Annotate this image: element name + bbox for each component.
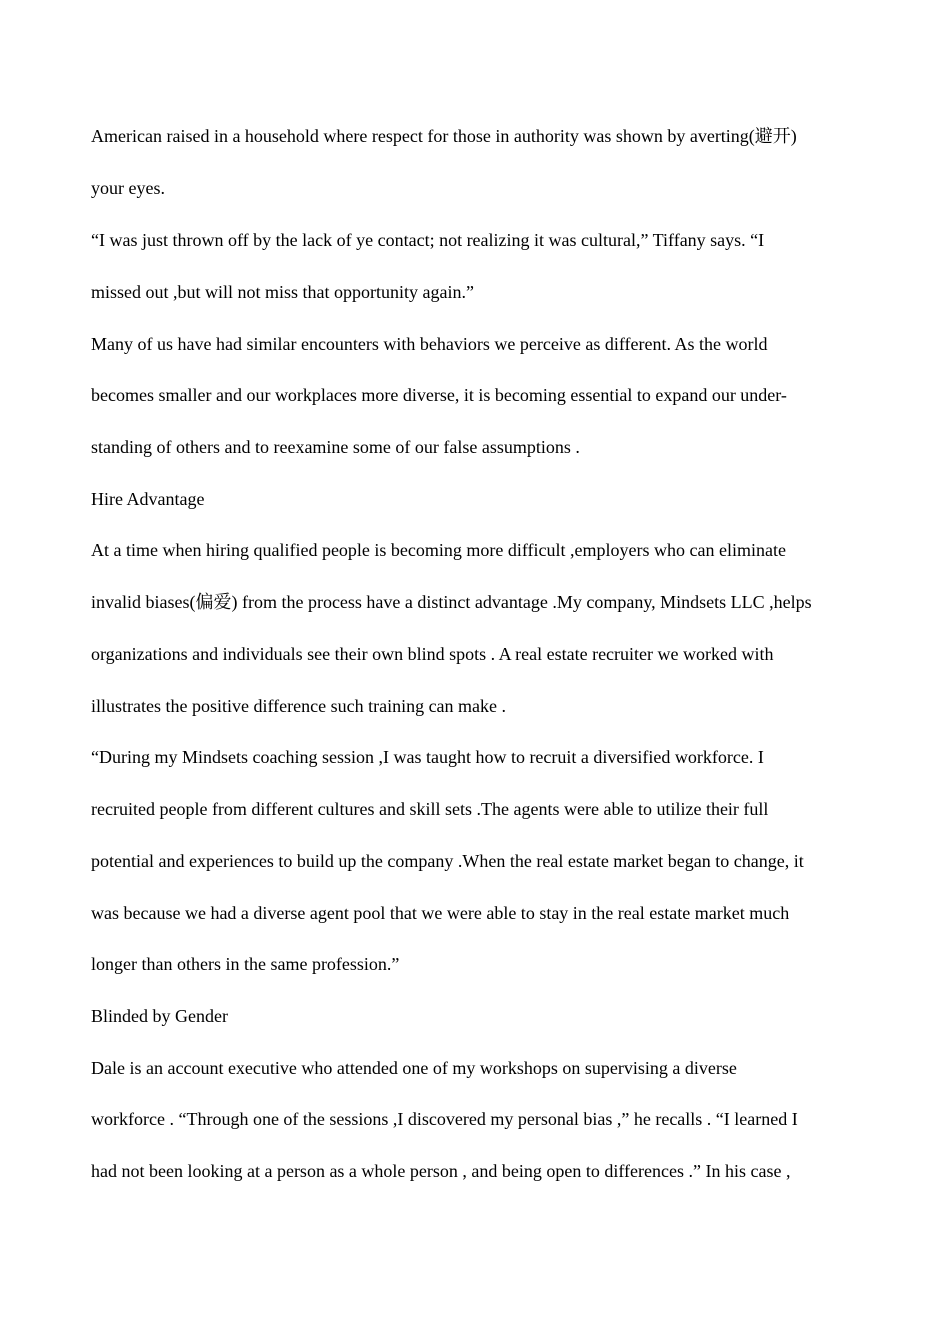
text-line: invalid biases(偏爱) from the process have a distinct advantage .My company, Mindsets LLC ,helps <box>91 592 812 612</box>
text-line: American raised in a household where respect for those in authority was shown by averting(避开) <box>91 126 797 146</box>
text-line: missed out ,but will not miss that opportunity again.” <box>91 282 474 302</box>
text-line: your eyes. <box>91 178 165 198</box>
text-line: “During my Mindsets coaching session ,I was taught how to recruit a diversified workforce. I <box>91 747 764 767</box>
text-line: illustrates the positive difference such training can make . <box>91 696 507 716</box>
text-line: workforce . “Through one of the sessions ,I discovered my personal bias ,” he recalls . “I learned I <box>91 1109 798 1129</box>
text-line: potential and experiences to build up the company .When the real estate market began to change, it <box>91 851 804 871</box>
text-line: Dale is an account executive who attended one of my workshops on supervising a diverse <box>91 1058 737 1078</box>
text-line: standing of others and to reexamine some of our false assumptions . <box>91 437 580 457</box>
text-line: At a time when hiring qualified people is becoming more difficult ,employers who can eliminate <box>91 540 786 560</box>
section-heading: Blinded by Gender <box>91 1006 228 1026</box>
text-line: becomes smaller and our workplaces more diverse, it is becoming essential to expand our under- <box>91 385 787 405</box>
text-line: “I was just thrown off by the lack of ye contact; not realizing it was cultural,” Tiffany says. “I <box>91 230 765 250</box>
text-line: was because we had a diverse agent pool that we were able to stay in the real estate market much <box>91 903 790 923</box>
text-line: longer than others in the same profession.” <box>91 954 400 974</box>
text-line: had not been looking at a person as a whole person , and being open to differences .” In his case , <box>91 1161 791 1181</box>
text-line: Many of us have had similar encounters with behaviors we perceive as different. As the world <box>91 334 768 354</box>
text-line: recruited people from different cultures and skill sets .The agents were able to utilize their full <box>91 799 769 819</box>
section-heading: Hire Advantage <box>91 489 205 509</box>
text-line: organizations and individuals see their own blind spots . A real estate recruiter we worked with <box>91 644 774 664</box>
